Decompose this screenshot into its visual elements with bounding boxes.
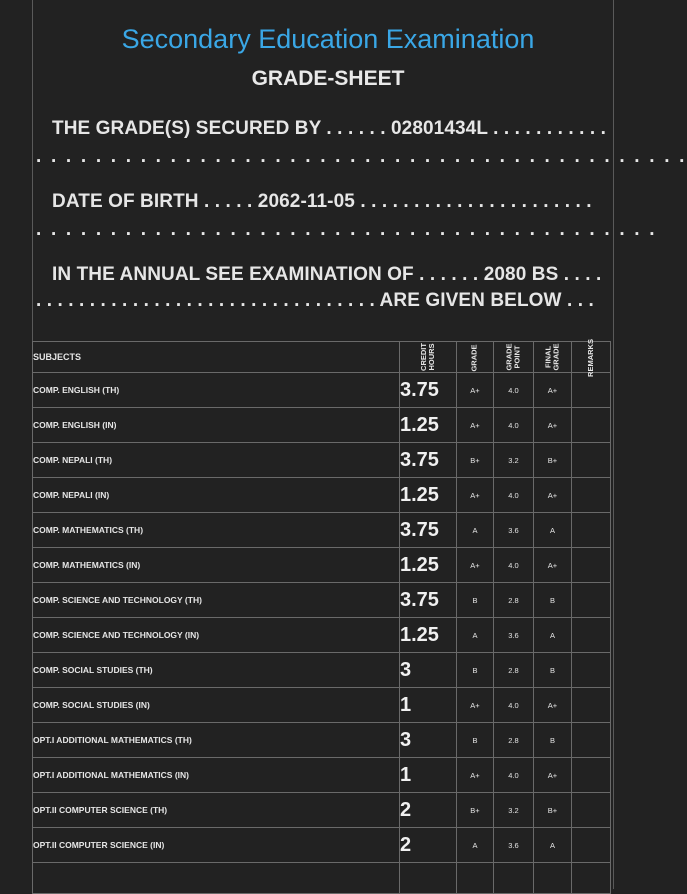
- table-row: [33, 618, 611, 653]
- header-remarks: [572, 338, 611, 377]
- grade-point-cell: 4.0: [494, 478, 534, 513]
- secured-by-line: [52, 118, 606, 140]
- dot-leader: . . . .: [558, 264, 602, 285]
- secured-by-label: THE GRADE(S) SECURED BY: [52, 118, 322, 139]
- grade-cell: A: [457, 618, 494, 653]
- grade-point-cell: 3.2: [494, 793, 534, 828]
- credit-hours-cell: 2: [400, 828, 457, 863]
- credit-hours-cell: 3: [400, 653, 457, 688]
- dot-leader: . . .: [561, 290, 594, 311]
- subject-cell: COMP. SCIENCE AND TECHNOLOGY (IN): [33, 618, 400, 653]
- final-grade-cell: B: [534, 653, 572, 688]
- header-fg-line2: GRADE: [551, 343, 561, 371]
- final-grade-cell: A: [534, 828, 572, 863]
- remarks-cell: [572, 373, 611, 408]
- table-row: [33, 548, 611, 583]
- credit-hours-cell: 1: [400, 688, 457, 723]
- grade-table: [32, 338, 611, 894]
- grade-point-cell: 4.0: [494, 408, 534, 443]
- dot-leader-row: . . . . . . . . . . . . . . . . . . . . . . . . . . . . . . . . . . . . . . . . . .: [36, 219, 657, 240]
- grade-cell: A+: [457, 688, 494, 723]
- subject-cell: OPT.I ADDITIONAL MATHEMATICS (TH): [33, 723, 400, 758]
- table-row: [33, 758, 611, 793]
- header-fg-line1: FINAL: [543, 345, 553, 369]
- grade-point-cell: 2.8: [494, 653, 534, 688]
- header-final-grade: [534, 342, 572, 373]
- dot-leader: . . . . . .: [413, 264, 484, 285]
- dot-leader: . . . . . . . . . . . . . . . . . . . . . .: [354, 191, 592, 212]
- subject-cell: COMP. NEPALI (TH): [33, 443, 400, 478]
- final-grade-cell: A+: [534, 688, 572, 723]
- grade-cell: A+: [457, 478, 494, 513]
- credit-hours-cell: 3: [400, 723, 457, 758]
- credit-hours-cell: 1.25: [400, 548, 457, 583]
- empty-cell: [494, 863, 534, 894]
- table-row: [33, 828, 611, 863]
- exam-label: IN THE ANNUAL SEE EXAMINATION OF: [52, 264, 414, 285]
- grade-point-cell: 3.6: [494, 618, 534, 653]
- header-gp-line2: POINT: [512, 345, 522, 369]
- remarks-cell: [572, 828, 611, 863]
- subject-cell: COMP. NEPALI (IN): [33, 478, 400, 513]
- remarks-cell: [572, 408, 611, 443]
- grade-point-cell: 3.6: [494, 513, 534, 548]
- grade-point-cell: 4.0: [494, 758, 534, 793]
- credit-hours-cell: 3.75: [400, 513, 457, 548]
- table-row: [33, 513, 611, 548]
- final-grade-cell: A+: [534, 478, 572, 513]
- page-title: Secondary Education Examination: [121, 24, 535, 54]
- empty-table-row: [33, 863, 611, 894]
- header-gp-line1: GRADE: [504, 343, 514, 371]
- dob-line: [52, 191, 592, 213]
- subject-cell: COMP. SCIENCE AND TECHNOLOGY (TH): [33, 583, 400, 618]
- table-row: [33, 688, 611, 723]
- remarks-cell: [572, 653, 611, 688]
- header-credit-line1: CREDIT: [418, 343, 428, 371]
- empty-cell: [534, 863, 572, 894]
- grade-cell: A: [457, 513, 494, 548]
- remarks-cell: [572, 513, 611, 548]
- grade-cell: B: [457, 723, 494, 758]
- table-row: [33, 793, 611, 828]
- grade-point-cell: 2.8: [494, 723, 534, 758]
- credit-hours-cell: 3.75: [400, 583, 457, 618]
- table-row: [33, 478, 611, 513]
- header-grade-point: [494, 342, 534, 373]
- table-row: [33, 373, 611, 408]
- remarks-cell: [572, 793, 611, 828]
- credit-hours-cell: 2: [400, 793, 457, 828]
- grade-cell: A: [457, 828, 494, 863]
- header-subjects: SUBJECTS: [33, 342, 400, 373]
- grade-cell: A+: [457, 373, 494, 408]
- header-grade: [457, 342, 494, 373]
- remarks-cell: [572, 583, 611, 618]
- dot-leader: . . . . . . . . . . . . . . . . . . . . . . . . . . . . . . . .: [36, 290, 380, 311]
- final-grade-cell: A+: [534, 373, 572, 408]
- given-below-text: ARE GIVEN BELOW: [379, 290, 562, 311]
- remarks-cell: [572, 618, 611, 653]
- given-below-line: [36, 290, 594, 312]
- grade-cell: B+: [457, 793, 494, 828]
- credit-hours-cell: 1.25: [400, 408, 457, 443]
- subject-cell: COMP. SOCIAL STUDIES (TH): [33, 653, 400, 688]
- final-grade-cell: A+: [534, 548, 572, 583]
- exam-line: [52, 264, 601, 286]
- remarks-cell: [572, 723, 611, 758]
- grade-point-cell: 2.8: [494, 583, 534, 618]
- header-grade-text: GRADE: [470, 343, 479, 372]
- empty-cell: [572, 863, 611, 894]
- table-header-row: [33, 342, 611, 373]
- final-grade-cell: A: [534, 513, 572, 548]
- remarks-cell: [572, 443, 611, 478]
- header-credit-hours: [400, 342, 457, 373]
- page-subtitle: GRADE-SHEET: [251, 67, 405, 90]
- final-grade-cell: B: [534, 723, 572, 758]
- final-grade-cell: B: [534, 583, 572, 618]
- grade-cell: B: [457, 653, 494, 688]
- table-row: [33, 723, 611, 758]
- subject-cell: COMP. MATHEMATICS (TH): [33, 513, 400, 548]
- dot-leader-row: . . . . . . . . . . . . . . . . . . . . . . . . . . . . . . . . . . . . . . . . . . . .: [36, 146, 687, 167]
- remarks-cell: [572, 688, 611, 723]
- empty-cell: [457, 863, 494, 894]
- final-grade-cell: A+: [534, 408, 572, 443]
- subject-cell: COMP. ENGLISH (TH): [33, 373, 400, 408]
- subject-cell: OPT.II COMPUTER SCIENCE (IN): [33, 828, 400, 863]
- header-remarks-text: REMARKS: [585, 338, 595, 377]
- subject-cell: COMP. ENGLISH (IN): [33, 408, 400, 443]
- final-grade-cell: B+: [534, 443, 572, 478]
- grade-cell: B: [457, 583, 494, 618]
- exam-year: 2080 BS: [483, 264, 559, 285]
- dot-leader: . . . . . .: [321, 118, 391, 139]
- dob-label: DATE OF BIRTH: [52, 191, 199, 212]
- grade-cell: A+: [457, 408, 494, 443]
- final-grade-cell: A+: [534, 758, 572, 793]
- table-row: [33, 653, 611, 688]
- grade-cell: A+: [457, 548, 494, 583]
- credit-hours-cell: 1.25: [400, 478, 457, 513]
- credit-hours-cell: 1.25: [400, 618, 457, 653]
- remarks-cell: [572, 478, 611, 513]
- table-row: [33, 583, 611, 618]
- grade-point-cell: 4.0: [494, 548, 534, 583]
- subject-cell: COMP. MATHEMATICS (IN): [33, 548, 400, 583]
- dot-leader: . . . . . . . . . . .: [487, 118, 607, 139]
- empty-cell: [33, 863, 400, 894]
- grade-cell: B+: [457, 443, 494, 478]
- grade-cell: A+: [457, 758, 494, 793]
- dob-value: 2062-11-05: [257, 191, 355, 212]
- remarks-cell: [572, 548, 611, 583]
- table-row: [33, 443, 611, 478]
- grade-point-cell: 4.0: [494, 373, 534, 408]
- subject-cell: OPT.II COMPUTER SCIENCE (TH): [33, 793, 400, 828]
- dot-leader: . . . . .: [198, 191, 258, 212]
- remarks-cell: [572, 758, 611, 793]
- final-grade-cell: A: [534, 618, 572, 653]
- grade-point-cell: 4.0: [494, 688, 534, 723]
- credit-hours-cell: 1: [400, 758, 457, 793]
- final-grade-cell: B+: [534, 793, 572, 828]
- subject-cell: OPT.I ADDITIONAL MATHEMATICS (IN): [33, 758, 400, 793]
- credit-hours-cell: 3.75: [400, 373, 457, 408]
- empty-cell: [400, 863, 457, 894]
- grade-point-cell: 3.6: [494, 828, 534, 863]
- symbol-number: 02801434L: [390, 118, 488, 139]
- subject-cell: COMP. SOCIAL STUDIES (IN): [33, 688, 400, 723]
- table-row: [33, 408, 611, 443]
- credit-hours-cell: 3.75: [400, 443, 457, 478]
- grade-point-cell: 3.2: [494, 443, 534, 478]
- header-credit-line2: HOURS: [426, 343, 436, 371]
